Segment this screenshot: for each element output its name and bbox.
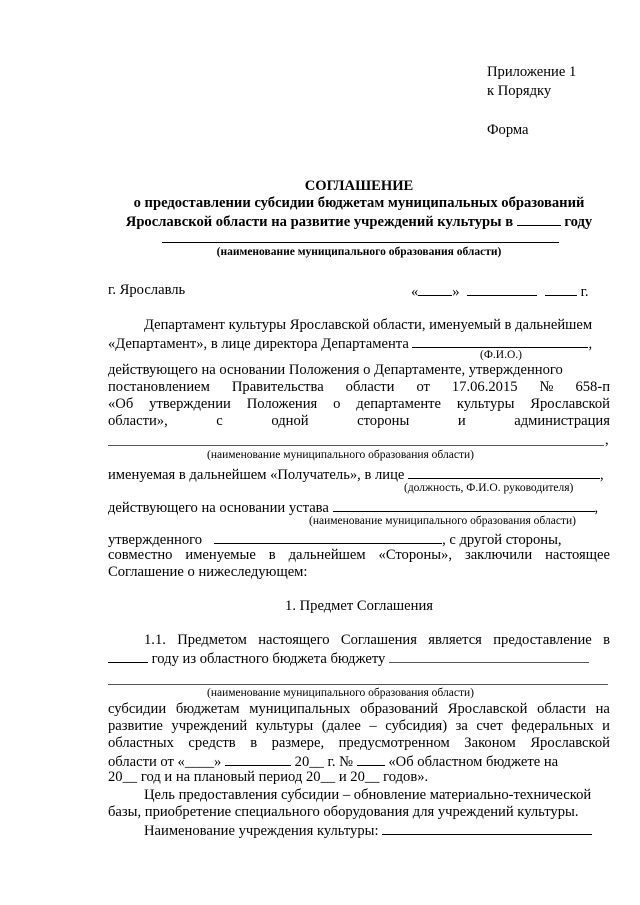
s11-line-6: развитие учреждений культуры (далее – субсидия) за счет федеральных и	[108, 718, 610, 734]
parties-line-10: действующего на основании устава ,	[108, 500, 599, 516]
municipality-caption-2: (наименование муниципального образования области)	[207, 449, 474, 461]
order-label: к Порядку	[487, 83, 552, 99]
parties-line-13: совместно именуемые в дальнейшем «Стороны», заключили настоящее	[108, 547, 610, 563]
parties-line-14: Соглашение о нижеследующем:	[108, 564, 308, 580]
appendix-label: Приложение 1	[487, 64, 577, 80]
s11-line-8: области от «____» 20__ г. № «Об областном бюджете на	[108, 754, 559, 770]
parties-line-12: утвержденного , с другой стороны,	[108, 532, 562, 548]
goal-line-1: Цель предоставления субсидии – обновление материально-технической	[144, 787, 592, 803]
parties-line-2: «Департамент», в лице директора Департамента ,	[108, 336, 593, 352]
parties-line-4: постановлением Правительства области от 17.06.2015 № 658-п	[108, 379, 610, 395]
document-title: СОГЛАШЕНИЕ	[304, 178, 414, 194]
municipality-name-line	[162, 242, 559, 243]
goal-line-2: базы, приобретение специального оборудования для учреждений культуры.	[108, 804, 579, 820]
municipality-caption-4: (наименование муниципального образования области)	[207, 687, 474, 699]
s11-line-2: году из областного бюджета бюджету	[108, 649, 610, 666]
fio-caption: (Ф.И.О.)	[480, 349, 522, 361]
s11-line-5: субсидии бюджетам муниципальных образований Ярославской области на	[108, 701, 610, 717]
year-blank	[517, 212, 561, 226]
comma-after-administration: ,	[605, 432, 609, 448]
parties-line-6: области», с одной стороны и администрация	[108, 413, 610, 429]
parties-line-8: именуемая в дальнейшем «Получатель», в лице ,	[108, 467, 604, 483]
s11-line-7: областных средств в размере, предусмотренном Законом Ярославской	[108, 735, 610, 751]
date-field: « » г.	[411, 284, 589, 300]
institution-name-line: Наименование учреждения культуры:	[144, 821, 610, 838]
municipality-name-line-2	[108, 684, 608, 685]
form-label: Форма	[487, 122, 529, 138]
administration-name-line	[108, 445, 604, 446]
title-line-3: Ярославской области на развитие учреждений культуры в году	[125, 214, 593, 230]
city-label: г. Ярославль	[108, 282, 186, 298]
parties-line-5: «Об утверждении Положения о департаменте культуры Ярославской	[108, 396, 610, 412]
s11-line-9: 20__ год и на плановый период 20__ и 20__ годов».	[108, 769, 429, 785]
title-line-2: о предоставлении субсидии бюджетам муниципальных образований	[133, 195, 585, 211]
parties-line-1: Департамент культуры Ярославской области, именуемый в дальнейшем	[144, 317, 593, 333]
municipality-caption: (наименование муниципального образования области)	[216, 246, 502, 258]
parties-line-3: действующего на основании Положения о Департаменте, утвержденного	[108, 362, 563, 378]
s11-line-1: 1.1. Предметом настоящего Соглашения является предоставление в	[144, 632, 610, 648]
section-1-heading: 1. Предмет Соглашения	[285, 598, 433, 614]
position-caption: (должность, Ф.И.О. руководителя)	[404, 482, 574, 494]
municipality-caption-3: (наименование муниципального образования области)	[309, 515, 576, 527]
